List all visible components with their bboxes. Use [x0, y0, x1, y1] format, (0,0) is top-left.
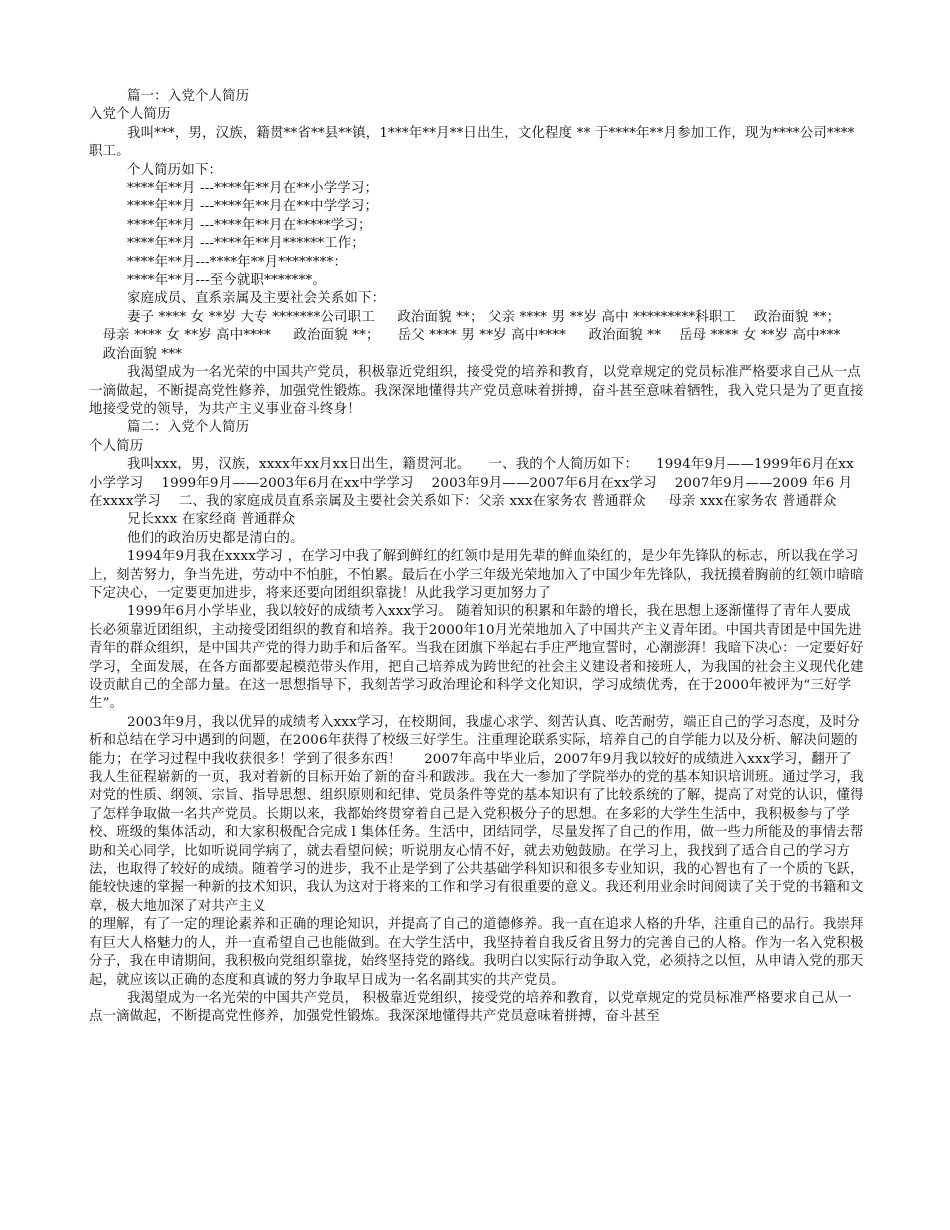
resume-heading: 个人简历如下：	[127, 162, 223, 178]
family-members: 妻子 **** 女 **岁 大专 *******公司职工 政治面貌 **； 父亲 **** 男 **岁 高中 *********科职工 政治面貌 **； 母亲 **** 女 **岁 高中**** 政治面貌 **； 岳父 **** 男 **岁 高中**** 政治面貌 ** 岳母 **** 女 **岁 高中*** 政治面貌 ***	[89, 309, 841, 362]
resume-item: ****年**月 ---****年**月******工作；	[127, 236, 365, 252]
resume-item: ****年**月 ---****年**月在**小学学习；	[127, 181, 379, 197]
paragraph-aspiration-2: 我渴望成为一名光荣的中国共产党员， 积极靠近党组织，接受党的培养和教育，以党章规定的党员标准严格要求自己从一点一滴做起，不断提高党性修养，加强党性锻炼。我深深地懂得共产党员意味着拼搏，奋斗甚至	[89, 990, 852, 1025]
paragraph-continued: 的理解，有了一定的理论素养和正确的理论知识，并提高了自己的道德修养。我一直在追求人格的升华，注重自己的品行。我崇拜有巨大人格魅力的人，并一直希望自己也能做到。在大学生活中，我坚持着自我反省且努力的完善自己的人格。作为一名入党积极分子，我在申请期间，我积极向党组织靠拢，始终坚持党的路线。我明白以实际行动争取入党，必须持之以恒，从申请入党的那天起，就应该以正确的态度和真诚的努力争取早日成为一名名副其实的共产党员。	[89, 917, 864, 988]
paragraph-2003: 2003年9月，我以优异的成绩考入xxx学习，在校期间，我虚心求学、刻苦认真、吃苦耐劳，端正自己的学习态度，及时分析和总结在学习中遇到的问题，在2006年获得了校级三好学生。注重理论联系实际，培养自己的自学能力以及分析、解决问题的能力；在学习过程中我收获很多！学到了很多东西！ 2007年高中毕业后，2007年9月我以较好的成绩进入xxx学习，翻开了我人生征程崭新的一页，我对着新的目标开始了新的奋斗和跋涉。我在大一参加了学院举办的党的基本知识培训班。通过学习，我对党的性质、纲领、宗旨、指导思想、组织原则和纪律、党员条件等党的基本知识有了比较系统的了解，提高了对党的认识，懂得了怎样争取做一名共产党员。长期以来，我都始终贯穿着自己是入党积极分子的思想。在多彩的大学生生活中，我积极参与了学校、班级的集体活动，和大家积极配合完成 l 集体任务。生活中，团结同学，尽量发挥了自己的作用，做一些力所能及的事情去帮助和关心同学，比如听说同学病了，就去看望问候；听说朋友心情不好，就去劝勉鼓励。在学习上，我找到了适合自己的学习方法，也取得了较好的成绩。随着学习的进步，我不止是学到了公共基础学科知识和很多专业知识，我的心智也有了一个质的飞跃，能较快速的掌握一种新的技术知识，我认为这对于将来的工作和学习有很重要的意义。我还利用业余时间阅读了关于党的书籍和文章，极大地加深了对共产主义	[89, 714, 864, 914]
resume-item: ****年**月 ---****年**月在**中学学习；	[127, 199, 379, 215]
paragraph-1999: 1999年6月小学毕业，我以较好的成绩考入xxx学习。 随着知识的积累和年龄的增长，我在思想上逐渐懂得了青年人要成长必须靠近团组织，主动接受团组织的教育和培养。我于2000年10月光荣地加入了中国共产主义青年团。中国共青团是中国先进青年的群众组织，是中国共产党的得力助手和后备军。当我在团旗下举起右手庄严地宣誓时，心潮澎湃！我暗下决心：一定要好好学习，全面发展，在各方面都要起模范带头作用，把自己培养成为跨世纪的社会主义建设者和接班人，为我国的社会主义现代化建设贡献自己的全部力量。在这一思想指导下，我刻苦学习政治理论和科学文化知识，学习成绩优秀，在于2000年被评为“三好学生”。	[89, 604, 864, 712]
resume-item: ****年**月---至今就职*******。	[127, 273, 326, 289]
section-heading-1: 篇一：入党个人简历	[127, 89, 250, 104]
paragraph-resume-2: 我叫xxx，男，汉族，xxxx年xx月xx日出生，籍贯河北。 一、我的个人简历如下： 1994年9月——1999年6月在xx小学学习 1999年9月——2003年6月在xx中学学习 2003年9月——2007年6月在xx学习 2007年9月——2009 年6 月在xxxx学习 二、我的家庭成员直系亲属及主要社会关系如下：父亲 xxx在家务农 普通群众 母亲 xxx在家务农 普通群众	[89, 457, 854, 509]
paragraph-intro: 我叫***，男，汉族，籍贯**省**县**镇，1***年**月**日出生，文化程度 ** 于****年**月参加工作，现为****公司****职工。	[89, 125, 855, 160]
section-heading-2: 篇二：入党个人简历	[127, 420, 250, 436]
resume-item: ****年**月---****年**月********：	[127, 254, 348, 270]
family-heading: 家庭成员、直系亲属及主要社会关系如下：	[127, 291, 386, 307]
political-history: 他们的政治历史都是清白的。	[127, 530, 304, 546]
resume-item: ****年**月 ---****年**月在*****学习；	[127, 217, 372, 233]
document-title-2: 个人简历	[89, 438, 144, 454]
document-body	[89, 88, 864, 1027]
paragraph-1994: 1994年9月我在xxxx学习 ，在学习中我了解到鲜红的红领巾是用先辈的鲜血染红的，是少年先锋队的标志，所以我在学习上，刻苦努力，争当先进，劳动中不怕脏，不怕累。最后在小学三年级光荣地加入了中国少年先锋队，我抚摸着胸前的红领巾暗暗下定决心，一定要更加进步，将来还要向团组织靠拢！从此我学习更加努力了	[89, 549, 864, 601]
document-title-1: 入党个人简历	[89, 107, 171, 123]
family-item: 兄长xxx 在家经商 普通群众	[127, 512, 296, 528]
paragraph-aspiration-1: 我渴望成为一名光荣的中国共产党员，积极靠近党组织，接受党的培养和教育，以党章规定的党员标准严格要求自己从一点一滴做起，不断提高党性修养，加强党性锻炼。我深深地懂得共产党员意味着拼搏，奋斗甚至意味着牺牲，我入党只是为了更直接地接受党的领导，为共产主义事业奋斗终身！	[89, 365, 864, 417]
